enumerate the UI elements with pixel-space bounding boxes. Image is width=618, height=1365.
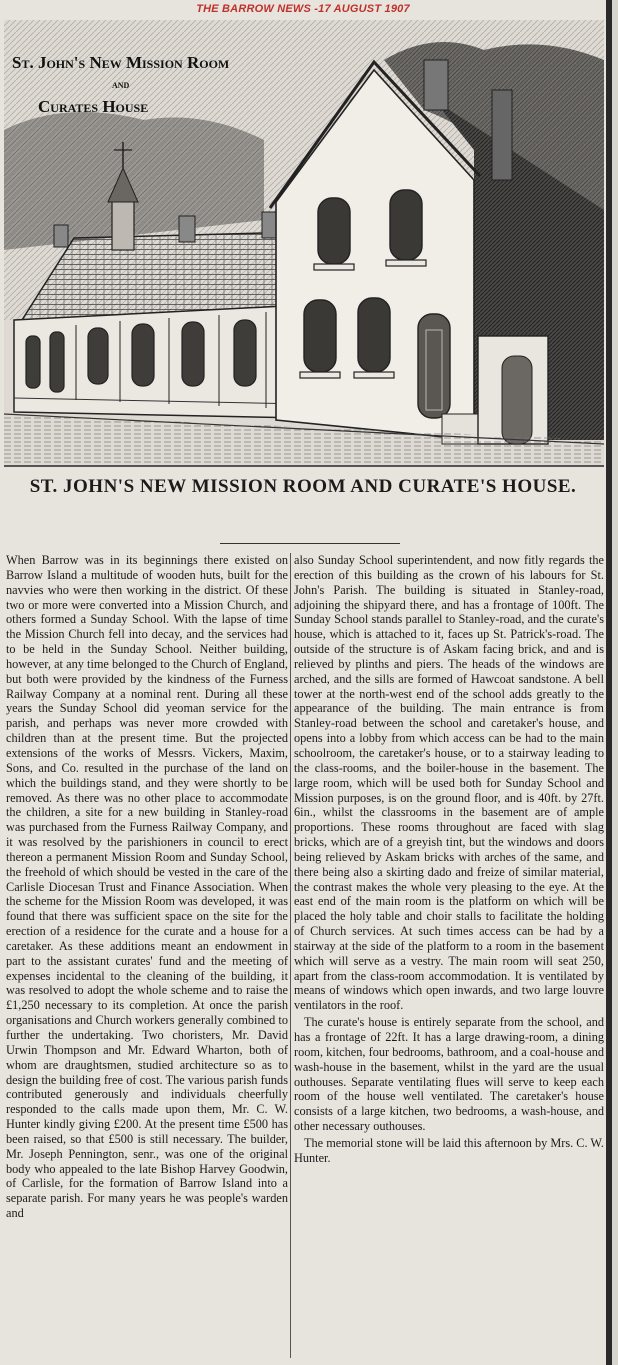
paragraph: The curate's house is entirely separate from the school, and has a frontage of 22ft. It has a large drawing-room, a dining room, kitchen, four bedrooms, bathroom, and a coal-house and wash-house in the basement, whilst in the yard are the usual outhouses. Separate ventilating flues will serve to keep each room of the house well ventilated. The caretaker's house consists of a large kitchen, two bedrooms, a wash-house, and other necessary outhouses. — [294, 1015, 604, 1134]
building-illustration — [4, 20, 604, 467]
illustration-title-line3: Curates House — [38, 97, 149, 116]
article-headline: ST. JOHN'S NEW MISSION ROOM AND CURATE'S HOUSE. — [29, 476, 577, 497]
paragraph: The memorial stone will be laid this afternoon by Mrs. C. W. Hunter. — [294, 1135, 604, 1165]
headline-rule — [220, 543, 400, 544]
illustration-title-line1: St. John's New Mission Room — [12, 53, 230, 72]
illustration-title — [12, 52, 229, 118]
paragraph: When Barrow was in its beginnings there existed on Barrow Island a multitude of wooden huts, built for the navvies who were then working in the district. Of these two or more were converted into a Mission Church, and others formed a Sunday School. With the lapse of time the Mission Church fell into decay, and the services had to be held in the Sunday School. Neither building, however, at any time belonged to the Church of England, but both were provided by the kindness of the Furness Railway Company at a nominal rent. During all these years the Sunday School did yeoman service for the parish, and perhaps was never more crowded with children than at the present time. But the projected extensions of the works of Messrs. Vickers, Maxim, Sons, and Co. resulted in the purchase of the land on which the buildings stand, and they were shortly to be removed. As there was no other place to accommodate the children, a site for a new building in Stanley-road was purchased from the Furness Railway Company, and it was resolved by the parishioners in council to erect thereon a permanent Mission Room and Sunday School, the freehold of which should be vested in the care of the Carlisle Diocesan Trust and Finance Association. When the scheme for the Mission Room was developed, it was found that there was sufficient space on the site for the erection of a residence for the curate and a house for a caretaker. As these additions meant an endowment in part to the assistant curates' fund and the meeting of expenses incidental to the cleaning of the building, it was resolved to adopt the whole scheme and to raise the £1,250 necessary to its completion. At once the parish organisations and Church workers generally combined to further the undertaking. Two choristers, Mr. David Urwin Thompson and Mr. Edward Wharton, both of whom are draughtsmen, studied architecture so as to design the building free of cost. The various parish funds contributed generously and individuals cheerfully responded to the calls made upon them, Mr. C. W. Hunter kindly giving £200. At the present time £500 has been raised, so that £500 is still necessary. The builder, Mr. Joseph Pennington, senr., was one of the original body who appealed to the late Bishop Harvey Goodwin, of Carlisle, for the formation of Barrow Island into a separate parish. For many years he was people's warden and — [6, 553, 288, 1221]
column-divider — [290, 553, 291, 1358]
article-column-left — [0, 553, 288, 1363]
paragraph: also Sunday School superintendent, and now fitly regards the erection of this building as the crown of his labours for St. John's Parish. The building is situated in Stanley-road, adjoining the shipyard there, and has a frontage of 100ft. The Sunday School stands parallel to Stanley-road, and the curate's house, which is attached to it, faces up St. Patrick's-road. The outside of the structure is of Askam facing brick, and and is relieved by plinths and piers. The heads of the windows are arched, and the sills are formed of Hawcoat sandstone. A bell tower at the north-west end of the school adds greatly to the appearance of the building. The main entrance is from Stanley-road between the school and caretaker's house, and opens into a lobby from which access can be had to the main schoolroom, the caretaker's house, or to a stairway leading to the class-rooms, and the boiler-house in the basement. The large room, which will be used both for Sunday School and Mission purposes, is on the ground floor, and is 40ft. by 27ft. 6in., whilst the classrooms in the basement are of ample proportions. These rooms throughout are faced with slag bricks, which are of a greyish tint, but the windows and doors being relieved by Askam bricks with arches of the same, and there being also a skirting dado and freize of similar material, the contrast makes the whole very pleasing to the eye. At the east end of the main room is the platform on which will be placed the holy table and choir stalls to facilitate the holding of Church services. At such times access can be had by a stairway at the side of the platform to a room in the basement which will serve as a vestry. The main room will seat 250, apart from the class-room accommodation. It is ventilated by means of windows which open inwards, and two large louvre ventilators in the roof. — [294, 553, 604, 1013]
masthead: THE BARROW NEWS -17 AUGUST 1907 — [196, 3, 410, 15]
article-column-right — [294, 553, 612, 1363]
illustration-title-line2: and — [112, 79, 130, 91]
